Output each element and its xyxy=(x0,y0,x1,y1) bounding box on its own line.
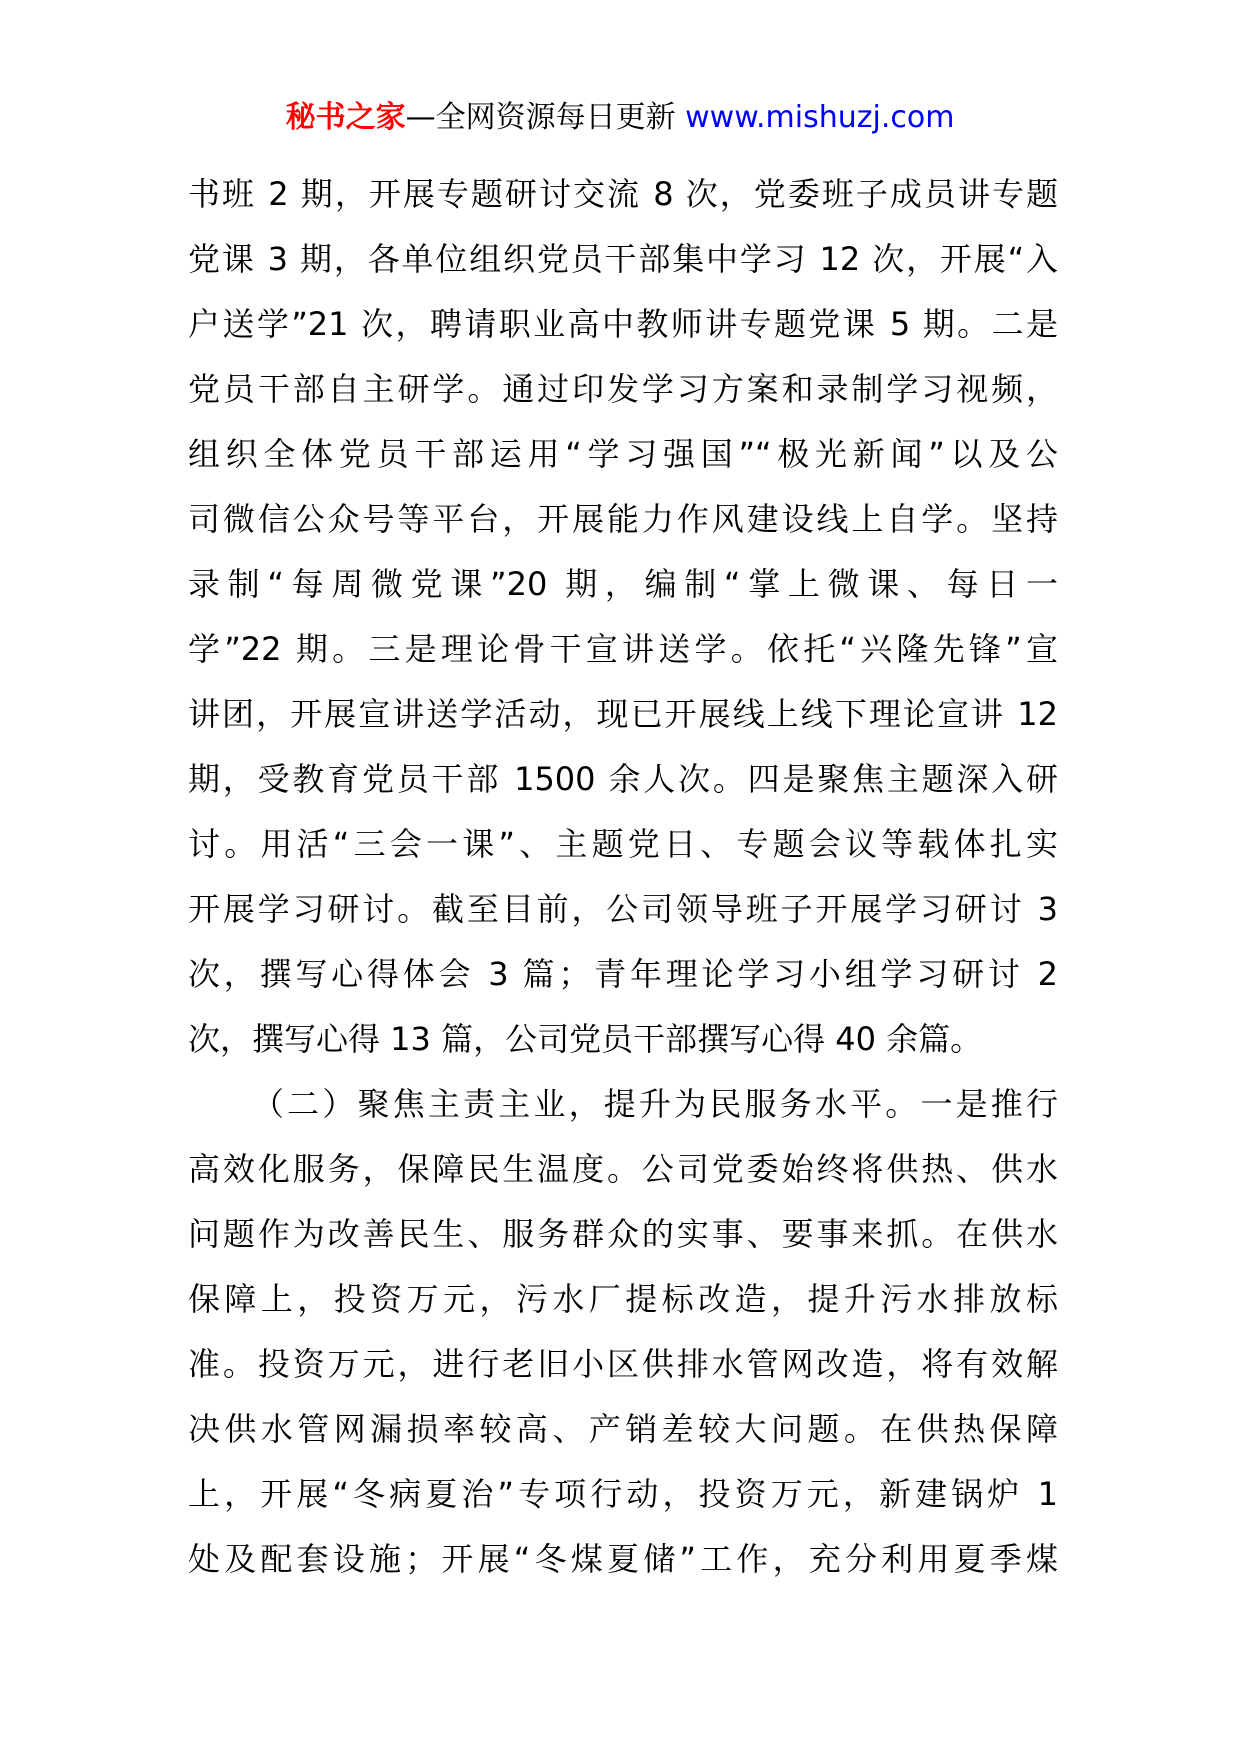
text-line: 司微信公众号等平台，开展能力作风建设线上自学。坚持 xyxy=(188,500,1058,538)
brand-name: 秘书之家 xyxy=(285,100,406,135)
header-slogan: —全网资源每日更新 xyxy=(405,100,676,135)
text-line: 党课 3 期，各单位组织党员干部集中学习 12 次，开展“入 xyxy=(188,240,1058,278)
text-line: 决供水管网漏损率较高、产销差较大问题。在供热保障 xyxy=(188,1410,1058,1448)
text-line: 讨。用活“三会一课”、主题党日、专题会议等载体扎实 xyxy=(188,825,1058,863)
section-heading-line: （二）聚焦主责主业，提升为民服务水平。一是推行 xyxy=(252,1085,1058,1123)
text-line: 讲团，开展宣讲送学活动，现已开展线上线下理论宣讲 12 xyxy=(188,695,1058,733)
page-header xyxy=(0,98,1240,138)
text-line: 书班 2 期，开展专题研讨交流 8 次，党委班子成员讲专题 xyxy=(188,175,1058,213)
text-line: 户送学”21 次，聘请职业高中教师讲专题党课 5 期。二是 xyxy=(188,305,1058,343)
text-line: 学”22 期。三是理论骨干宣讲送学。依托“兴隆先锋”宣 xyxy=(188,630,1058,668)
text-line: 问题作为改善民生、服务群众的实事、要事来抓。在供水 xyxy=(188,1215,1058,1253)
text-line: 处及配套设施；开展“冬煤夏储”工作，充分利用夏季煤 xyxy=(188,1540,1058,1578)
document-body xyxy=(188,162,1058,1592)
text-line: 准。投资万元，进行老旧小区供排水管网改造，将有效解 xyxy=(188,1345,1058,1383)
text-line: 开展学习研讨。截至目前，公司领导班子开展学习研讨 3 xyxy=(188,890,1058,928)
text-line: 上，开展“冬病夏治”专项行动，投资万元，新建锅炉 1 xyxy=(188,1475,1058,1513)
paragraph-end-line: 次，撰写心得 13 篇，公司党员干部撰写心得 40 余篇。 xyxy=(188,1020,983,1058)
text-line: 组织全体党员干部运用“学习强国”“极光新闻”以及公 xyxy=(188,435,1058,473)
text-line: 录制“每周微党课”20 期，编制“掌上微课、每日一 xyxy=(188,565,1058,603)
text-line: 保障上，投资万元，污水厂提标改造，提升污水排放标 xyxy=(188,1280,1058,1318)
text-line: 期，受教育党员干部 1500 余人次。四是聚焦主题深入研 xyxy=(188,760,1058,798)
text-line: 党员干部自主研学。通过印发学习方案和录制学习视频， xyxy=(188,370,1058,408)
text-line: 次，撰写心得体会 3 篇；青年理论学习小组学习研讨 2 xyxy=(188,955,1058,993)
text-line: 高效化服务，保障民生温度。公司党委始终将供热、供水 xyxy=(188,1150,1058,1188)
website-link[interactable]: www.mishuzj.com xyxy=(685,100,955,135)
